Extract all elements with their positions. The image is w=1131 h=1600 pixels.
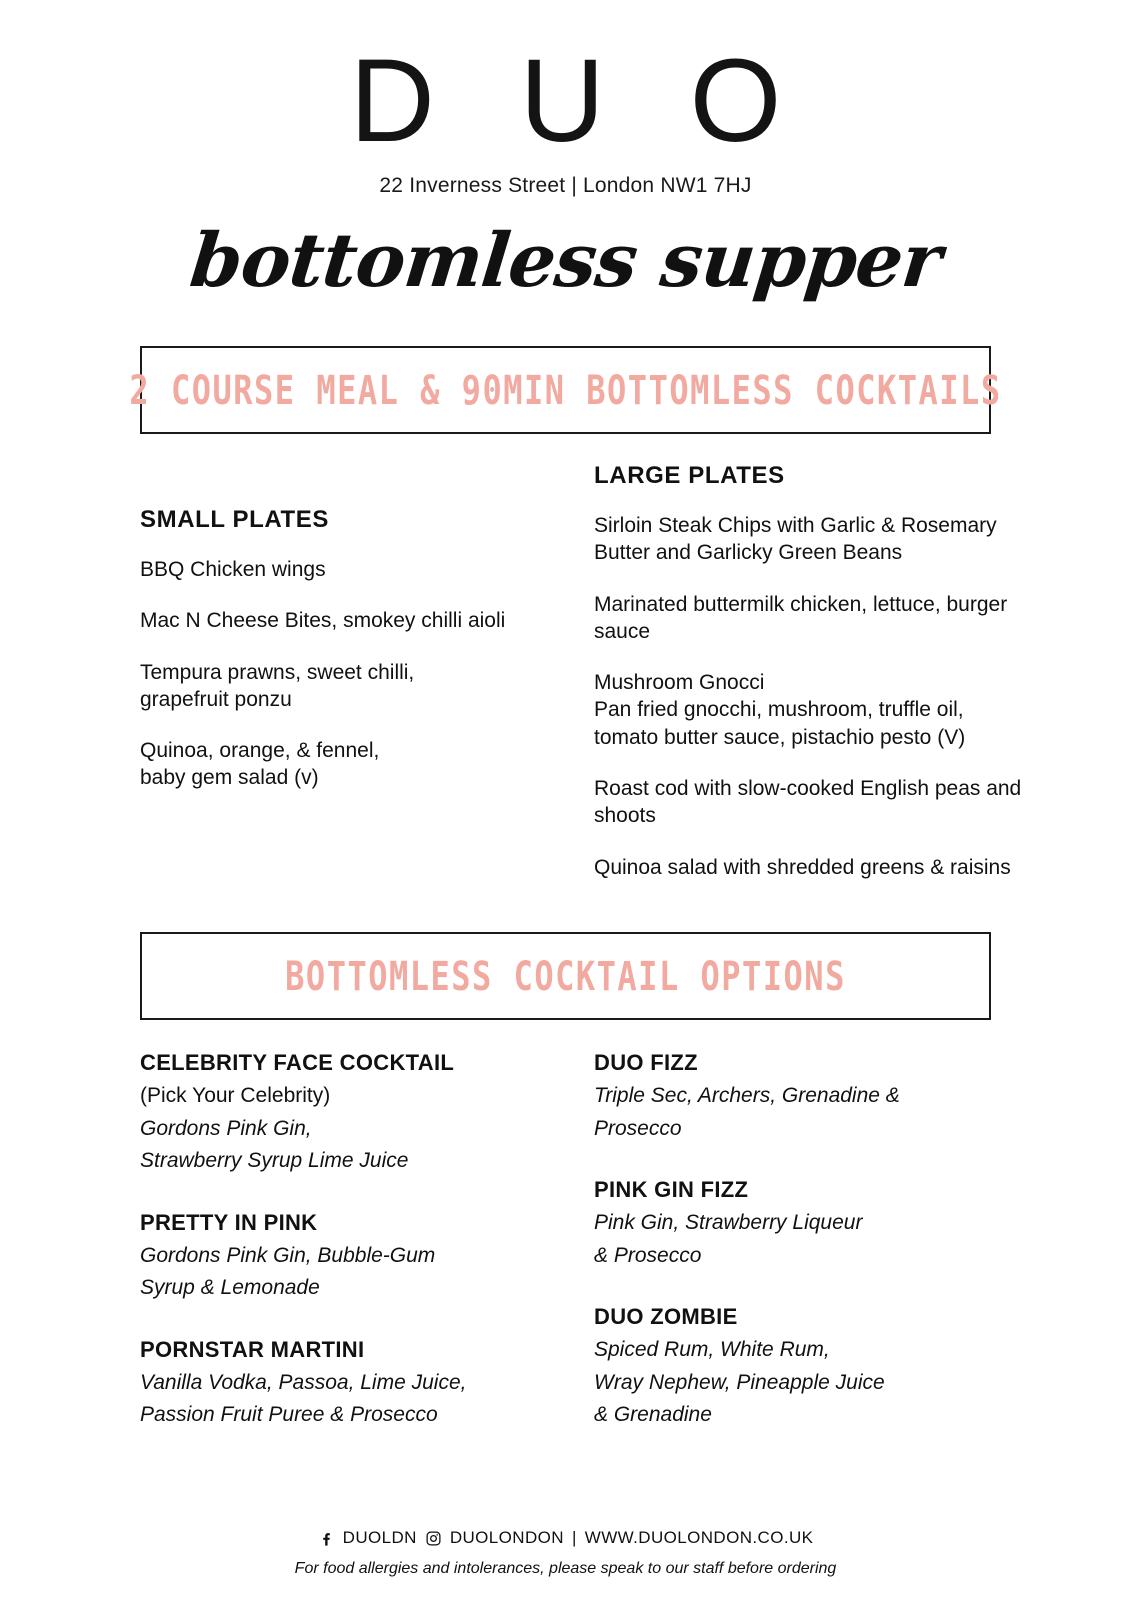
list-item: [140, 556, 540, 583]
cocktail-desc-line: Gordons Pink Gin,: [140, 1116, 312, 1140]
dish-line: Quinoa salad with shredded greens & raisins: [594, 855, 1011, 879]
list-item: [594, 591, 1054, 646]
list-item: [594, 1050, 1024, 1145]
cocktail-desc-line: Triple Sec, Archers, Grenadine &: [594, 1084, 900, 1107]
dish-line: tomato butter sauce, pistachio pesto (V): [594, 725, 966, 749]
dish-line: Sirloin Steak Chips with Garlic & Rosemary: [594, 514, 997, 537]
allergy-note: For food allergies and intolerances, please speak to our staff before ordering: [294, 1560, 837, 1577]
small-plates-column: [140, 506, 540, 816]
meal-banner: [129, 346, 1002, 434]
cocktail-column-right: [594, 1050, 1024, 1464]
cocktail-desc-line: & Grenadine: [594, 1403, 712, 1427]
menu-script-title: bottomless supper: [186, 218, 945, 304]
website-url: WWW.DUOLONDON.CO.UK: [584, 1528, 814, 1547]
cocktail-desc-line: Wray Nephew, Pineapple Juice: [594, 1370, 885, 1394]
cocktail-desc-line: Pink Gin, Strawberry Liqueur: [594, 1211, 863, 1235]
instagram-icon: [425, 1530, 442, 1547]
social-links: [0, 1528, 1131, 1548]
facebook-icon: [318, 1530, 335, 1547]
cocktail-name: PINK GIN FIZZ: [594, 1177, 749, 1203]
dish-line: Mushroom Gnocci: [594, 671, 765, 695]
list-item: [140, 1337, 570, 1432]
cocktail-name: CELEBRITY FACE COCKTAIL: [140, 1050, 455, 1075]
cocktail-desc-line: Spiced Rum, White Rum,: [594, 1338, 830, 1362]
list-item: [594, 669, 1054, 751]
list-item: [594, 1304, 1024, 1432]
list-item: [594, 854, 1054, 881]
cocktail-name: PRETTY IN PINK: [140, 1209, 318, 1235]
dish-line: baby gem salad (v): [140, 766, 319, 790]
brand-logo: D U O: [349, 35, 808, 167]
list-item: [140, 607, 540, 634]
cocktail-name: PORNSTAR MARTINI: [140, 1336, 365, 1362]
list-item: [594, 512, 1054, 567]
footer-separator: |: [571, 1528, 577, 1547]
dish-line: sauce: [594, 619, 651, 643]
cocktail-section: [0, 1050, 1131, 1480]
large-plates-title: LARGE PLATES: [594, 462, 785, 489]
food-section: [0, 462, 1131, 932]
list-item: [140, 737, 540, 792]
dish-line: Roast cod with slow-cooked English peas and: [594, 777, 1022, 801]
large-plates-column: [594, 462, 1054, 905]
dish-line: Marinated buttermilk chicken, lettuce, burger: [594, 592, 1008, 616]
venue-address: 22 Inverness Street | London NW1 7HJ: [379, 174, 752, 197]
cocktail-desc-line: Passion Fruit Puree & Prosecco: [140, 1403, 438, 1427]
dish-line: Butter and Garlicky Green Beans: [594, 541, 903, 565]
cocktail-name: DUO ZOMBIE: [594, 1304, 738, 1330]
dish-line: Pan fried gnocchi, mushroom, truffle oil,: [594, 698, 964, 722]
cocktail-desc-line: Gordons Pink Gin, Bubble-Gum: [140, 1243, 436, 1267]
list-item: [594, 775, 1054, 830]
small-plates-title: SMALL PLATES: [140, 506, 329, 533]
dish-line: Tempura prawns, sweet chilli,: [140, 660, 415, 684]
meal-banner-text: 2 COURSE MEAL & 90MIN BOTTOMLESS COCKTAILS: [129, 366, 1002, 414]
cocktail-desc-line: & Prosecco: [594, 1243, 702, 1267]
cocktail-desc-line: Strawberry Syrup Lime Juice: [140, 1149, 409, 1173]
cocktail-column-left: [140, 1050, 570, 1464]
cocktail-name: DUO FIZZ: [594, 1050, 698, 1075]
list-item: [594, 1177, 1024, 1272]
dish-line: BBQ Chicken wings: [140, 558, 326, 581]
cocktail-banner: [140, 932, 991, 1020]
dish-line: Mac N Cheese Bites, smokey chilli aioli: [140, 609, 506, 633]
cocktail-banner-text: BOTTOMLESS COCKTAIL OPTIONS: [285, 952, 846, 1000]
cocktail-desc-line: Prosecco: [594, 1116, 682, 1140]
cocktail-note: (Pick Your Celebrity): [140, 1084, 331, 1107]
list-item: [140, 1050, 570, 1178]
dish-line: Quinoa, orange, & fennel,: [140, 739, 380, 763]
dish-line: shoots: [594, 804, 656, 828]
list-item: [140, 659, 540, 714]
instagram-handle: DUOLONDON: [449, 1528, 564, 1547]
list-item: [140, 1210, 570, 1305]
facebook-handle: DUOLDN: [342, 1528, 417, 1547]
cocktail-desc-line: Vanilla Vodka, Passoa, Lime Juice,: [140, 1370, 467, 1394]
dish-line: grapefruit ponzu: [140, 687, 292, 711]
footer: [0, 1528, 1131, 1578]
cocktail-desc-line: Syrup & Lemonade: [140, 1276, 320, 1300]
